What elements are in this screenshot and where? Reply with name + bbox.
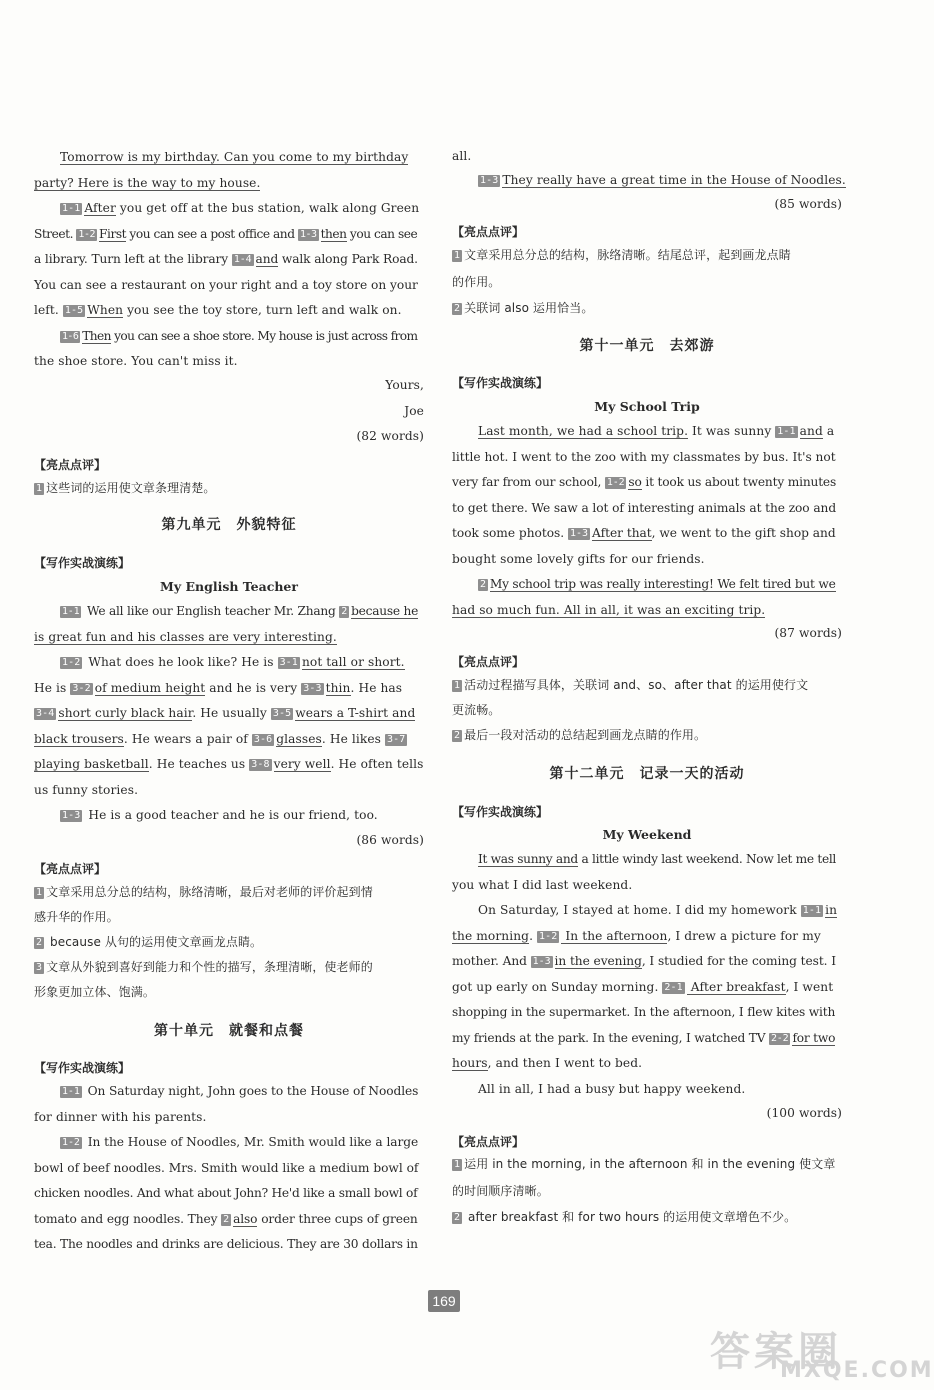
marker-tag: 1-1 (777, 426, 796, 437)
text-run: bowl of beef noodles. Mrs. Smith would like a medium bowl of (34, 1160, 419, 1175)
text-run: walk along Park Road. (278, 252, 418, 266)
marker-tag: 2 (480, 579, 486, 590)
comment-text: 感升华的作用。 (34, 910, 119, 924)
text-line (60, 655, 424, 669)
essay-title: My Weekend (602, 827, 692, 842)
text-run: for dinner with his parents. (34, 1109, 207, 1124)
practice-label: 【写作实战演练】 (452, 376, 549, 390)
practice-label: 【写作实战演练】 (34, 1061, 131, 1075)
comment-line (34, 885, 424, 899)
text-run: you can see (346, 226, 418, 241)
comment-line (34, 910, 424, 924)
text-run: , and then I went to bed. (487, 1056, 643, 1070)
text-line (452, 149, 842, 163)
word-count: (100 words) (766, 1106, 842, 1120)
text-run: to get there. We saw a lot of interesting animals at the zoo and (452, 500, 837, 515)
text-run: a library. Turn left at the library (34, 252, 232, 266)
text-run: , I went (785, 979, 834, 994)
underlined-text: glasses (276, 731, 322, 746)
marker-tag: 3-8 (251, 759, 270, 770)
underlined-text: not tall or short. (301, 655, 405, 669)
text-run: On Saturday, I stayed at home. I did my homework (478, 903, 801, 917)
text-run: In the House of Noodles, Mr. Smith would like a large (83, 1135, 419, 1149)
word-count: (85 words) (774, 197, 842, 211)
text-line (34, 732, 424, 746)
marker-tag: 2 (341, 606, 348, 617)
unit-title: 第十单元 就餐和点餐 (154, 1023, 304, 1039)
comment-line (452, 728, 842, 742)
practice-label: 【写作实战演练】 (34, 556, 131, 570)
marker-tag: 1-1 (802, 905, 822, 916)
comment-text: because 从句的运用使文章画龙点睛。 (46, 935, 263, 949)
text-line (34, 1237, 424, 1251)
marker-tag: 3-6 (253, 733, 273, 745)
marker-tag: 3-1 (279, 657, 298, 668)
text-run: , I studied for the coming test. I (641, 954, 837, 968)
underlined-text: and (799, 424, 823, 438)
text-run: all. (452, 149, 472, 163)
text-run: , I drew a picture for my (667, 928, 821, 943)
text-run: chicken noodles. And what about John? He'd like a small bowl of (34, 1186, 418, 1200)
marker-tag: 1-2 (62, 657, 81, 668)
comment-text: 最后一段对活动的总结起到画龙点睛的作用。 (464, 728, 707, 742)
comment-line (452, 1184, 842, 1198)
underlined-text: Tomorrow is my birthday. Can you come to my birthday (60, 150, 409, 164)
essay-signature: Joe (404, 404, 424, 418)
underlined-text: of medium height (94, 680, 206, 695)
marker-tag: 2 (223, 1213, 230, 1225)
comment-marker: 1 (454, 1159, 461, 1170)
text-run: tomato and egg noodles. They (34, 1211, 222, 1226)
comment-line (452, 678, 842, 692)
comment-text: 运用 in the morning, in the afternoon 和 in the evening 使文章 (464, 1157, 836, 1171)
underlined-text: black trousers (34, 731, 124, 746)
marker-tag: 1-3 (480, 175, 499, 186)
text-run: got up early on Sunday morning. (452, 979, 663, 994)
marker-tag: 1-1 (62, 1086, 80, 1097)
marker-tag: 2-1 (664, 981, 683, 993)
text-line (34, 783, 424, 797)
text-run: We all like our English teacher Mr. Zhang (83, 604, 340, 618)
comment-text: 关联词 also 运用恰当。 (464, 301, 594, 315)
comment-marker: 2 (454, 303, 461, 314)
comment-text: 的作用。 (452, 274, 501, 289)
text-run: . He has (350, 680, 403, 695)
text-run: you see the toy store, turn left and walk on. (123, 303, 402, 317)
comment-line (452, 703, 842, 717)
underlined-text: Last month, we had a school trip. (478, 424, 689, 438)
marker-tag: 3-5 (272, 708, 292, 719)
marker-tag: 1-4 (233, 254, 252, 265)
underlined-text: is great fun and his classes are very interesting. (34, 629, 337, 644)
text-line (34, 681, 424, 695)
text-line (478, 1082, 842, 1096)
underlined-text: in (825, 903, 838, 917)
marker-tag: 1-1 (62, 203, 81, 214)
text-line (60, 329, 424, 343)
underlined-text: When (87, 303, 124, 317)
text-line (60, 201, 424, 215)
text-line (452, 929, 842, 943)
text-run: you get off at the bus station, walk along Green (115, 201, 420, 215)
text-line (34, 1161, 424, 1175)
comment-text: 文章采用总分总的结构，脉络清晰，最后对老师的评价起到情 (46, 885, 373, 899)
comment-text: 的时间顺序清晰。 (452, 1183, 549, 1198)
text-line (452, 878, 842, 892)
comment-line (34, 985, 424, 999)
text-line (452, 980, 842, 994)
essay-title: My English Teacher (160, 579, 298, 594)
text-run: . He usually (192, 706, 271, 720)
text-run: us funny stories. (34, 782, 139, 797)
text-line (452, 603, 842, 617)
underlined-text: the morning (452, 928, 530, 943)
underlined-text: thin (325, 680, 351, 695)
text-line (34, 354, 424, 368)
marker-tag: 1-2 (606, 477, 625, 488)
underlined-text: for two (792, 1030, 836, 1045)
text-run: You can see a restaurant on your right and a toy store on your (34, 277, 418, 292)
comment-line (34, 481, 424, 495)
text-run: my friends at the park. In the evening, I watched TV (452, 1030, 769, 1045)
underlined-text: First (99, 226, 127, 241)
text-run: tea. The noodles and drinks are delicious. They are 30 dollars in (34, 1237, 418, 1251)
essay-closing: Yours, (385, 378, 424, 392)
comment-label: 【亮点点评】 (452, 1135, 525, 1149)
text-run: and he is very (205, 680, 302, 695)
text-run: On Saturday night, John goes to the House of Noodles (83, 1084, 419, 1098)
text-run: . (529, 928, 538, 943)
text-run: All in all, I had a busy but happy weekend. (478, 1081, 746, 1096)
comment-marker: 1 (36, 887, 43, 898)
text-run: a (822, 424, 835, 438)
text-run: shopping in the supermarket. In the afternoon, I flew kites with (452, 1005, 836, 1019)
word-count: (86 words) (356, 833, 424, 847)
text-line (452, 954, 842, 968)
marker-tag: 1-2 (62, 1137, 80, 1148)
marker-tag: 1-3 (62, 810, 81, 821)
underlined-text: playing basketball (34, 757, 149, 771)
text-line (452, 526, 842, 540)
underlined-text: very well (273, 757, 331, 771)
underlined-text: hours (452, 1056, 488, 1070)
comment-marker: 1 (454, 250, 461, 261)
marker-tag: 1-6 (62, 330, 79, 342)
comment-text: 文章从外貌到喜好到能力和个性的描写，条理清晰，使老师的 (46, 960, 373, 974)
text-run: . He likes (321, 731, 386, 746)
text-run: . He wears a pair of (123, 731, 252, 746)
text-line (478, 173, 846, 187)
comment-label: 【亮点点评】 (34, 458, 107, 472)
underlined-text: then (320, 226, 347, 241)
comment-marker: 1 (36, 483, 43, 494)
marker-tag: 1-3 (299, 228, 317, 240)
underlined-text: had so much fun. All in all, it was an exciting trip. (452, 602, 766, 617)
text-line (34, 630, 424, 644)
text-line (452, 1005, 842, 1019)
text-run: . He often tells (330, 757, 424, 771)
text-line (452, 501, 842, 515)
comment-marker: 1 (454, 680, 461, 691)
essay-title: My School Trip (594, 399, 700, 414)
comment-label: 【亮点点评】 (452, 225, 525, 239)
text-run: What does he look like? He is (84, 655, 278, 669)
underlined-text: It was sunny and (478, 852, 578, 866)
marker-tag: 2-2 (770, 1032, 789, 1044)
text-line (60, 150, 424, 164)
marker-tag: 1-1 (62, 606, 80, 617)
comment-text: after breakfast 和 for two hours 的运用使文章增色不少。 (464, 1210, 797, 1224)
text-line (34, 278, 424, 292)
text-line (34, 706, 424, 720)
practice-label: 【写作实战演练】 (452, 805, 549, 819)
underlined-text: and (255, 252, 279, 266)
unit-title: 第十二单元 记录一天的活动 (549, 766, 745, 782)
marker-tag: 1-2 (78, 228, 96, 240)
text-run: Street. (34, 226, 77, 241)
text-run: It was sunny (688, 424, 776, 438)
marker-tag: 3-7 (387, 733, 406, 745)
text-line (60, 808, 424, 822)
marker-tag: 1-3 (570, 528, 589, 539)
watermark-en: MXQE.COM (780, 1358, 934, 1383)
unit-title: 第十一单元 去郊游 (579, 338, 715, 354)
text-run: you what I did last weekend. (452, 877, 633, 892)
marker-tag: 1-2 (539, 930, 558, 942)
comment-line (34, 960, 424, 974)
text-run: He is a good teacher and he is our friend, too. (84, 808, 378, 822)
text-line (452, 475, 842, 489)
text-line (478, 424, 842, 438)
underlined-text: After breakfast (686, 979, 786, 994)
text-run: you can see a post office and (126, 226, 298, 241)
comment-text: 活动过程描写具体，关联词 and、so、after that 的运用使行文 (464, 678, 809, 692)
page-number: 169 (428, 1290, 460, 1312)
text-line (34, 1110, 424, 1124)
comment-line (452, 1210, 842, 1224)
underlined-text: After that (592, 526, 652, 540)
underlined-text: After (84, 201, 116, 215)
comment-text: 文章采用总分总的结构，脉络清晰。结尾总评，起到画龙点睛 (464, 248, 791, 262)
comment-line (452, 248, 842, 262)
text-line (60, 1135, 424, 1149)
underlined-text: They really have a great time in the House of Noodles. (502, 173, 846, 187)
comment-line (452, 301, 842, 315)
text-line (34, 303, 424, 317)
comment-label: 【亮点点评】 (452, 655, 525, 669)
text-line (60, 604, 424, 618)
text-run: very far from our school, (452, 475, 605, 489)
comment-marker: 2 (36, 937, 43, 948)
text-line (452, 450, 842, 464)
marker-tag: 1-5 (64, 305, 84, 316)
comment-text: 更流畅。 (452, 703, 501, 717)
text-line (452, 552, 842, 566)
underlined-text: because he (351, 604, 419, 618)
text-run: a little windy last weekend. Now let me tell (577, 852, 837, 866)
underlined-text: party? Here is the way to my house. (34, 175, 261, 190)
marker-tag: 3-2 (72, 682, 91, 694)
underlined-text: Then (82, 328, 111, 343)
text-run: bought some lovely gifts for our friends. (452, 551, 705, 566)
comment-line (452, 1157, 842, 1171)
marker-tag: 3-4 (36, 708, 55, 719)
text-line (452, 1031, 842, 1045)
text-run: left. (34, 303, 63, 317)
comment-text: 形象更加立体、饱满。 (34, 985, 156, 999)
underlined-text: in the evening (554, 954, 642, 968)
marker-tag: 3-3 (303, 682, 322, 694)
comment-label: 【亮点点评】 (34, 862, 107, 876)
text-run: order three cups of green (257, 1211, 418, 1226)
text-run: the shoe store. You can't miss it. (34, 354, 238, 368)
marker-tag: 1-3 (532, 956, 551, 967)
text-line (34, 1186, 424, 1200)
text-run: mother. And (452, 954, 531, 968)
underlined-text: short curly black hair (58, 706, 193, 720)
text-line (34, 227, 424, 241)
underlined-text: wears a T-shirt and (295, 706, 416, 720)
comment-text: 这些词的运用使文章条理清楚。 (46, 481, 216, 495)
comment-marker: 2 (454, 730, 461, 741)
text-line (452, 1056, 842, 1070)
underlined-text: also (233, 1211, 258, 1226)
watermark-cn: 答案圈 (710, 1329, 842, 1375)
text-run: it took us about twenty minutes (641, 475, 837, 489)
text-run: you can see a shoe store. My house is just across from (110, 328, 418, 343)
comment-marker: 2 (454, 1212, 461, 1223)
text-line (478, 903, 842, 917)
text-line (478, 577, 842, 591)
watermark-logo (710, 1320, 934, 1383)
text-run: little hot. I went to the zoo with my classmates by bus. It's not (452, 449, 836, 464)
underlined-text: My school trip was really interesting! We felt tired but we (489, 577, 836, 591)
word-count: (82 words) (356, 429, 424, 443)
comment-marker: 3 (36, 962, 43, 973)
text-run: took some photos. (452, 526, 568, 540)
text-line (34, 1212, 424, 1226)
underlined-text: In the afternoon (561, 928, 668, 943)
word-count: (87 words) (774, 626, 842, 640)
comment-line (34, 935, 424, 949)
text-line (34, 176, 424, 190)
underlined-text: so (628, 475, 642, 489)
text-line (34, 252, 424, 266)
text-line (34, 757, 424, 771)
text-line (478, 852, 842, 866)
text-run: . He teaches us (148, 757, 250, 771)
text-run: He is (34, 680, 71, 695)
comment-line (452, 275, 842, 289)
text-run: , we went to the gift shop and (651, 526, 836, 540)
text-line (60, 1084, 424, 1098)
unit-title: 第九单元 外貌特征 (161, 517, 297, 533)
